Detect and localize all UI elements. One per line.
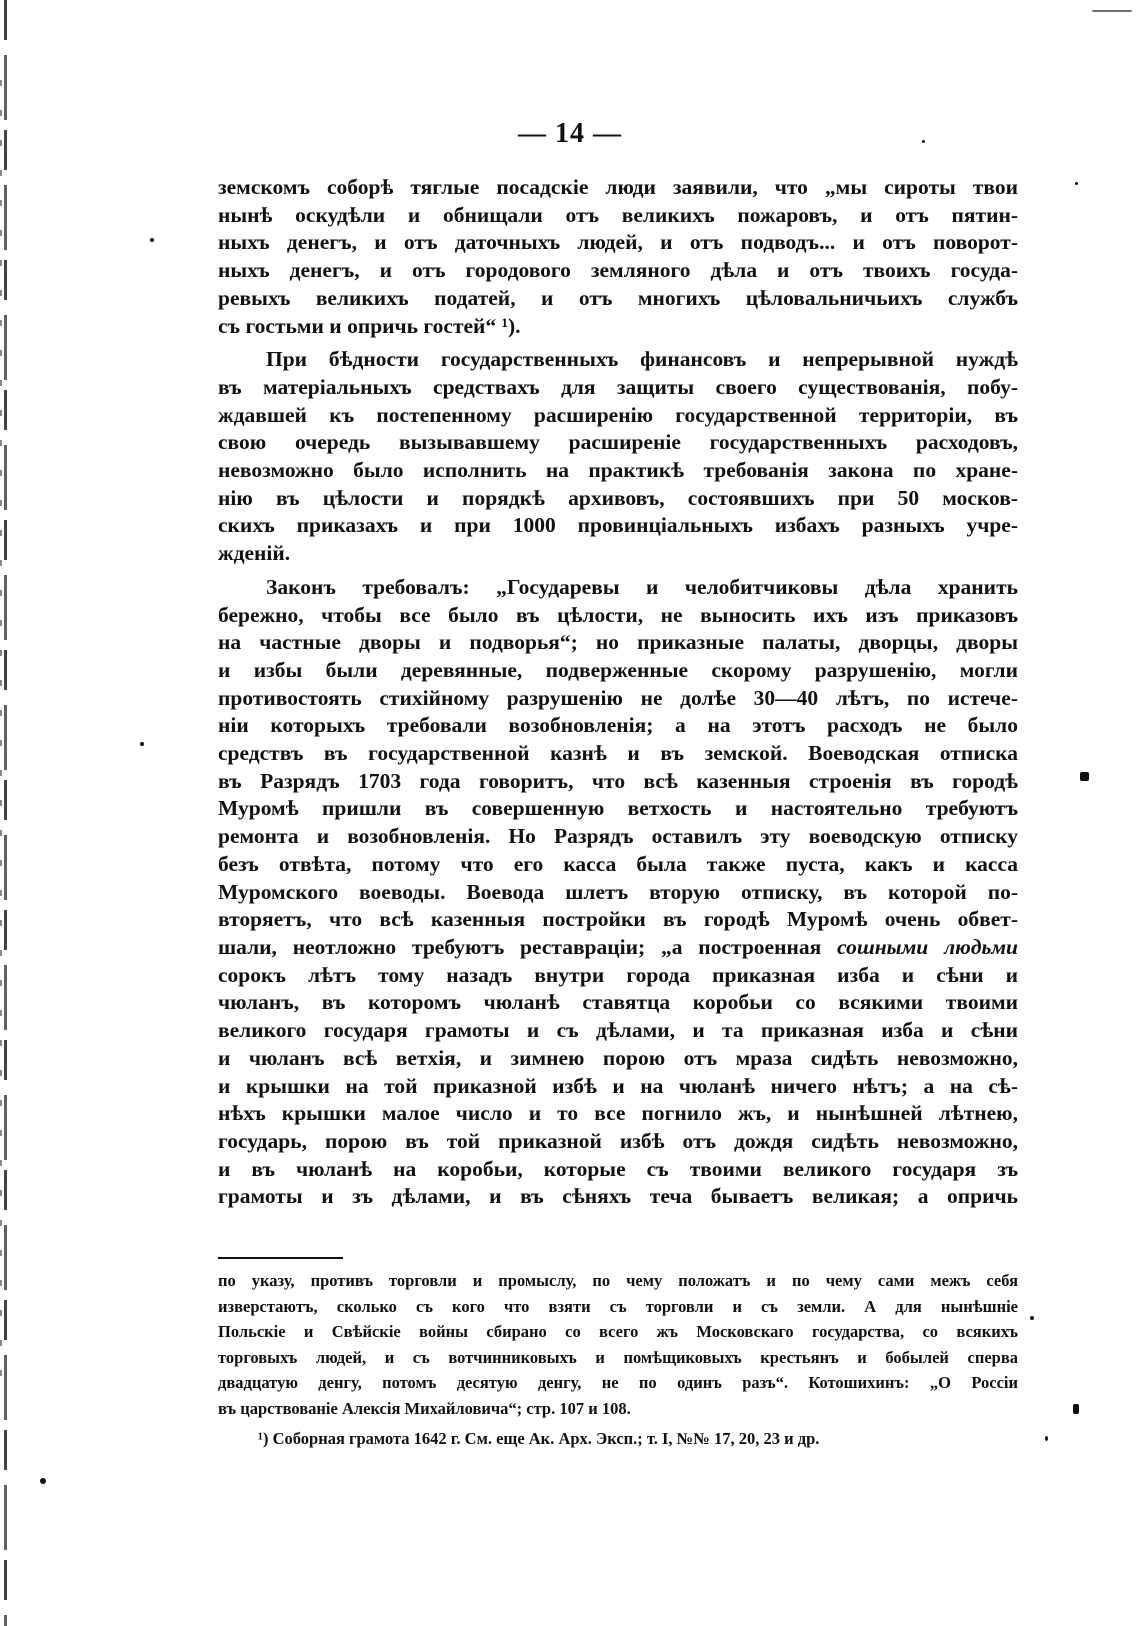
scan-left-edge (4, 0, 7, 1626)
text-line: и крышки на той приказной избѣ и на чюланѣ ничего нѣтъ; а на сѣ- (218, 1073, 1018, 1098)
text-line: и въ чюланѣ на коробьи, которые съ твоими великого государя зъ (218, 1156, 1018, 1181)
text-line: При бѣдности государственныхъ финансовъ и непрерывной нуждѣ (266, 347, 1018, 372)
text-line: Муромского воеводы. Воевода шлетъ вторую отписку, въ которой по- (218, 879, 1018, 904)
scan-speck (1045, 1436, 1048, 1441)
scan-speck (40, 1478, 46, 1484)
text-line: Муромѣ пришли въ совершенную ветхость и настоятельно требуютъ (218, 796, 1018, 821)
text-line-main: шали, неотложно требуютъ реставраціи; „а построенная (218, 934, 822, 959)
text-line: и чюланъ всѣ ветхія, и зимнею порою отъ мраза сидѣть невозможно, (218, 1045, 1018, 1070)
text-line-with-italic (218, 934, 1018, 962)
text-line: чюланъ, въ которомъ чюланѣ ставятца коробьи со всякими твоими (218, 990, 1018, 1015)
text-line: ніи которыхъ требовали возобновленія; а на этотъ расходъ не было (218, 713, 1018, 738)
text-line: средствъ въ государственной казнѣ и въ земской. Воеводская отписка (218, 741, 1018, 766)
text-line: ремонта и возобновленія. Но Разрядъ оставилъ эту воеводскую отписку (218, 824, 1018, 849)
footnote-separator (218, 1257, 343, 1259)
paragraph (218, 174, 1018, 340)
text-line: ждавшей къ постепенному расширенію государственной территоріи, въ (218, 402, 1018, 427)
text-line: великого государя грамоты и съ дѣлами, и та приказная изба и сѣни (218, 1018, 1018, 1043)
text-line: въ Разрядъ 1703 года говоритъ, что всѣ казенныя строенія въ городѣ (218, 768, 1018, 793)
footnote-line: Польскіе и Свѣйскіе войны сбирано со всего жъ Московскаго государства, со всякихъ (218, 1322, 1018, 1342)
text-line: съ гостьми и опричь гостей“ ¹). (218, 313, 521, 338)
text-line: Законъ требовалъ: „Государевы и челобитчиковы дѣла хранить (266, 574, 1018, 599)
footnote-continuation (218, 1268, 1018, 1422)
text-line: земскомъ соборѣ тяглые посадскіе люди заявили, что „мы сироты твои (218, 175, 1018, 199)
text-line: противостоять стихійному разрушенію не долѣе 30—40 лѣтъ, по истече- (218, 685, 1018, 710)
text-line: невозможно было исполнить на практикѣ требованія закона по хране- (218, 458, 1018, 483)
page-number: — 14 — (518, 118, 622, 149)
text-line: нію въ цѣлости и порядкѣ архивовъ, состоявшихъ при 50 москов- (218, 485, 1018, 510)
text-line: ныхъ денегъ, и отъ даточныхъ людей, и отъ подводъ... и отъ поворот- (218, 230, 1018, 255)
paragraph (218, 346, 1018, 568)
footnote-line: въ царствованіе Алексія Михайловича“; стр. 107 и 108. (218, 1398, 631, 1418)
text-line: нѣхъ крышки малое число и то все погнило жъ, и нынѣшней лѣтнею, (218, 1101, 1018, 1126)
text-line: свою очередь вызывавшему расширеніе государственныхъ расходовъ, (218, 430, 1018, 455)
body-text (218, 174, 1018, 1211)
text-line: сорокъ лѣтъ тому назадъ внутри города приказная изба и сѣни и (218, 962, 1018, 987)
text-line: скихъ приказахъ и при 1000 провинціальныхъ избахъ разныхъ учре- (218, 513, 1018, 538)
scan-speck (140, 742, 144, 746)
footnote-line: торговыхъ людей, и съ вотчинниковыхъ и помѣщиковыхъ крестьянъ и бобылей сперва (218, 1347, 1018, 1367)
text-line: ревыхъ великихъ податей, и отъ многихъ цѣловальничьихъ службъ (218, 285, 1018, 310)
scan-speck (1075, 182, 1078, 185)
footnote-1: ¹) Соборная грамота 1642 г. См. еще Ак. Арх. Эксп.; т. I, №№ 17, 20, 23 и др. (258, 1428, 820, 1448)
scan-speck (150, 238, 154, 242)
italic-phrase: сошными людьми (837, 934, 1018, 959)
scan-speck (1080, 772, 1089, 781)
text-line: въ матеріальныхъ средствахъ для защиты своего существованія, побу- (218, 374, 1018, 399)
footnote-line: изверстаютъ, сколько съ кого что взяти съ торговли и съ земли. А для нынѣшніе (218, 1296, 1018, 1316)
text-line: вторяетъ, что всѣ казенныя постройки въ городѣ Муромѣ очень обвет- (218, 907, 1018, 932)
text-line: государь, порою въ той приказной избѣ отъ дождя сидѣть невозможно, (218, 1128, 1018, 1153)
text-line: жденій. (218, 541, 291, 566)
text-line: нынѣ оскудѣли и обнищали отъ великихъ пожаровъ, и отъ пятин- (218, 202, 1018, 227)
text-line: на частные дворы и подворья“; но приказные палаты, дворцы, дворы (218, 630, 1018, 655)
scan-speck (1092, 10, 1132, 12)
text-line: безъ отвѣта, потому что его касса была также пуста, какъ и касса (218, 851, 1018, 876)
footnote-line: по указу, противъ торговли и промыслу, по чему положатъ и по чему сами межъ себя (218, 1271, 1018, 1290)
text-line: бережно, чтобы все было въ цѣлости, не выносить ихъ изъ приказовъ (218, 602, 1018, 627)
footnote-line: двадцатую денгу, потомъ десятую денгу, не по одинъ разъ“. Котошихинъ: „О Россіи (218, 1373, 1018, 1393)
footnotes (218, 1268, 1018, 1451)
paragraph (218, 574, 1018, 1211)
scan-left-edge-marks (0, 80, 2, 1380)
text-line: и избы были деревянные, подверженные скорому разрушенію, могли (218, 657, 1018, 682)
text-line: грамоты и зъ дѣлами, и въ сѣняхъ теча бываетъ великая; а опричь (218, 1184, 1018, 1209)
scan-speck (1030, 1316, 1034, 1320)
scan-speck (1073, 1404, 1079, 1414)
text-line: ныхъ денегъ, и отъ городового земляного дѣла и отъ твоихъ госуда- (218, 258, 1018, 283)
